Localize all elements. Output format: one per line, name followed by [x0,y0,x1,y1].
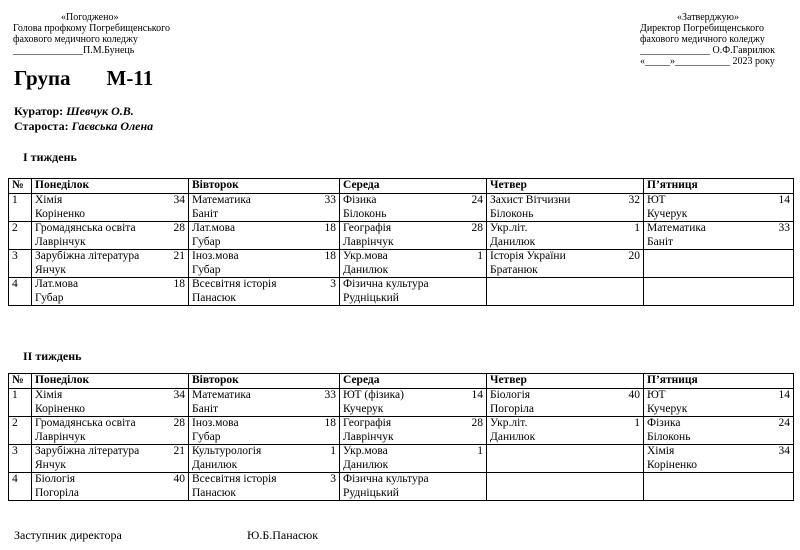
subject: Захист Вітчизни [490,194,571,206]
subject: ЮТ (фізика) [343,389,404,401]
starosta-label: Староста: [14,119,69,133]
teacher: Данилюк [343,458,389,471]
teacher: Данилюк [490,235,536,248]
curator-label: Куратор: [14,104,64,118]
approval-block-right [640,12,775,67]
teacher: Губар [35,291,64,304]
teacher: Рудніцький [343,486,399,499]
lesson-cell [340,473,487,501]
table-row [9,389,794,417]
subject: Культурологія [192,445,262,457]
room-number: 1 [330,445,336,457]
teacher: Лаврінчук [343,235,394,248]
teacher: Панасюк [192,291,236,304]
week1-timetable [8,178,794,306]
table-row [9,417,794,445]
approval-left-line4: ______________П.М.Бунець [13,45,135,56]
lesson-number: 3 [9,250,32,278]
column-header: Середа [340,374,487,389]
teacher [490,458,640,471]
lesson-cell [644,389,794,417]
approval-right-line5: «_____»___________ 2023 року [640,56,775,67]
teacher: Білоконь [490,207,534,220]
lesson-cell [32,250,189,278]
teacher: Лаврінчук [343,430,394,443]
room-number: 20 [628,250,640,262]
lesson-cell [32,473,189,501]
teacher: Янчук [35,263,66,276]
room-number: 33 [324,389,336,401]
lesson-cell [487,473,644,501]
subject: Лат.мова [192,222,236,234]
approval-right-line2: Директор Погребищенського [640,23,764,34]
lesson-cell [340,278,487,306]
signature-name: Ю.Б.Панасюк [247,528,319,542]
teacher: Губар [192,263,221,276]
lesson-cell [340,250,487,278]
lesson-cell [32,222,189,250]
lesson-cell [487,445,644,473]
approval-right-line1: «Затверджую» [677,12,739,23]
week2-timetable [8,373,794,501]
subject: Математика [192,194,251,206]
subject: Хімія [35,194,63,206]
group-info [14,104,153,134]
subject: Хімія [647,445,675,457]
lesson-cell [644,445,794,473]
teacher: Погоріла [490,402,535,415]
subject: Укр.мова [343,445,388,457]
teacher: Кучерук [647,402,688,415]
approval-right-line3: фахового медичного коледжу [640,34,765,45]
teacher: Баніт [192,402,219,415]
subject: Зарубіжна література [35,250,140,262]
subject: Біологія [490,389,531,401]
subject: Математика [192,389,251,401]
lesson-cell [340,389,487,417]
room-number: 14 [778,389,790,401]
teacher: Лаврінчук [35,430,86,443]
room-number: 21 [173,445,185,457]
subject: ЮТ [647,389,666,401]
room-number: 1 [477,445,483,457]
week1-title: І тиждень [23,150,77,164]
room-number: 24 [778,417,790,429]
lesson-number: 4 [9,473,32,501]
column-header: Середа [340,179,487,194]
table-row [9,445,794,473]
lesson-cell [487,222,644,250]
table-row [9,473,794,501]
room-number: 18 [324,250,336,262]
room-number: 18 [324,222,336,234]
subject: Фізична культура [343,278,429,290]
lesson-cell [644,417,794,445]
column-header: П’ятниця [644,179,794,194]
room-number: 40 [173,473,185,485]
teacher: Губар [192,235,221,248]
lesson-cell [644,278,794,306]
group-code: М-11 [106,66,154,90]
lesson-number: 3 [9,445,32,473]
lesson-cell [340,445,487,473]
approval-right-line4: ______________ О.Ф.Гаврилюк [640,45,775,56]
teacher: Данилюк [343,263,389,276]
subject: Фізична культура [343,473,429,485]
lesson-cell [189,473,340,501]
room-number: 28 [471,222,483,234]
table-row [9,194,794,222]
teacher: Баніт [647,235,674,248]
approval-block-left [13,12,170,56]
subject: Географія [343,222,392,234]
subject: Громадянська освіта [35,222,136,234]
room-number: 33 [778,222,790,234]
approval-left-line1: «Погоджено» [61,12,119,23]
lesson-number: 1 [9,389,32,417]
room-number: 1 [634,417,640,429]
lesson-cell [340,194,487,222]
lesson-cell [189,417,340,445]
subject: Фізика [647,417,681,429]
room-number: 28 [471,417,483,429]
week2-title: ІІ тиждень [23,349,82,363]
group-title [14,66,153,91]
subject: ЮТ [647,194,666,206]
teacher: Панасюк [192,486,236,499]
lesson-cell [189,222,340,250]
lesson-cell [189,389,340,417]
teacher: Білоконь [647,430,691,443]
lesson-cell [32,417,189,445]
room-number: 3 [330,278,336,290]
table-row [9,278,794,306]
subject: Історія України [490,250,566,262]
approval-left-line3: фахового медичного коледжу [13,34,138,45]
lesson-cell [340,222,487,250]
table-row [9,250,794,278]
teacher: Коріненко [35,207,85,220]
subject: Хімія [35,389,63,401]
lesson-cell [487,278,644,306]
lesson-cell [189,250,340,278]
lesson-cell [644,250,794,278]
room-number: 34 [778,445,790,457]
subject: Фізика [343,194,377,206]
teacher: Кучерук [343,402,384,415]
curator-name: Шевчук О.В. [66,104,134,118]
teacher: Лаврінчук [35,235,86,248]
room-number: 3 [330,473,336,485]
lesson-cell [32,445,189,473]
lesson-cell [32,194,189,222]
signature-position: Заступник директора [14,528,122,542]
subject: Іноз.мова [192,250,239,262]
teacher: Білоконь [343,207,387,220]
lesson-cell [487,417,644,445]
group-label: Група [14,66,71,90]
room-number: 34 [173,389,185,401]
column-header: Понеділок [32,374,189,389]
subject: Укр.мова [343,250,388,262]
column-header: Вівторок [189,374,340,389]
lesson-cell [32,278,189,306]
table-row [9,222,794,250]
header-row [9,374,794,389]
subject: Географія [343,417,392,429]
room-number: 34 [173,194,185,206]
lesson-cell [487,194,644,222]
teacher: Братанюк [490,263,538,276]
approval-left-line2: Голова профкому Погребищенського [13,23,171,34]
lesson-cell [487,250,644,278]
teacher: Данилюк [192,458,238,471]
room-number: 14 [778,194,790,206]
teacher: Кучерук [647,207,688,220]
teacher [647,263,790,276]
teacher: Коріненко [35,402,85,415]
column-header: Четвер [487,179,644,194]
room-number: 14 [471,389,483,401]
room-number: 1 [634,222,640,234]
subject: Іноз.мова [192,417,239,429]
teacher: Баніт [192,207,219,220]
subject: Всесвітня історія [192,473,277,485]
subject: Лат.мова [35,278,79,290]
teacher [490,486,640,499]
starosta-line [14,119,153,134]
lesson-cell [340,417,487,445]
lesson-number: 2 [9,417,32,445]
room-number: 24 [471,194,483,206]
lesson-cell [189,278,340,306]
subject: Громадянська освіта [35,417,136,429]
lesson-cell [189,445,340,473]
lesson-cell [644,194,794,222]
subject: Зарубіжна література [35,445,140,457]
room-number: 40 [628,389,640,401]
curator-line [14,104,153,119]
column-header: Четвер [487,374,644,389]
lesson-cell [487,389,644,417]
teacher: Рудніцький [343,291,399,304]
subject: Укр.літ. [490,417,528,429]
subject: Всесвітня історія [192,278,277,290]
teacher: Коріненко [647,458,697,471]
column-header: № [9,374,32,389]
room-number: 28 [173,222,185,234]
lesson-number: 2 [9,222,32,250]
column-header: П’ятниця [644,374,794,389]
room-number: 21 [173,250,185,262]
subject: Математика [647,222,706,234]
room-number: 32 [628,194,640,206]
teacher: Губар [192,430,221,443]
teacher: Погоріла [35,486,80,499]
lesson-number: 4 [9,278,32,306]
starosta-name: Гаєвська Олена [71,119,154,133]
room-number: 33 [324,194,336,206]
teacher: Данилюк [490,430,536,443]
subject: Біологія [35,473,76,485]
column-header: Понеділок [32,179,189,194]
lesson-cell [32,389,189,417]
room-number: 1 [477,250,483,262]
teacher [490,291,640,304]
teacher: Янчук [35,458,66,471]
header-row [9,179,794,194]
column-header: № [9,179,32,194]
room-number: 18 [324,417,336,429]
lesson-cell [644,473,794,501]
teacher [647,486,790,499]
column-header: Вівторок [189,179,340,194]
lesson-cell [189,194,340,222]
lesson-cell [644,222,794,250]
teacher [647,291,790,304]
subject: Укр.літ. [490,222,528,234]
room-number: 28 [173,417,185,429]
room-number: 18 [173,278,185,290]
lesson-number: 1 [9,194,32,222]
